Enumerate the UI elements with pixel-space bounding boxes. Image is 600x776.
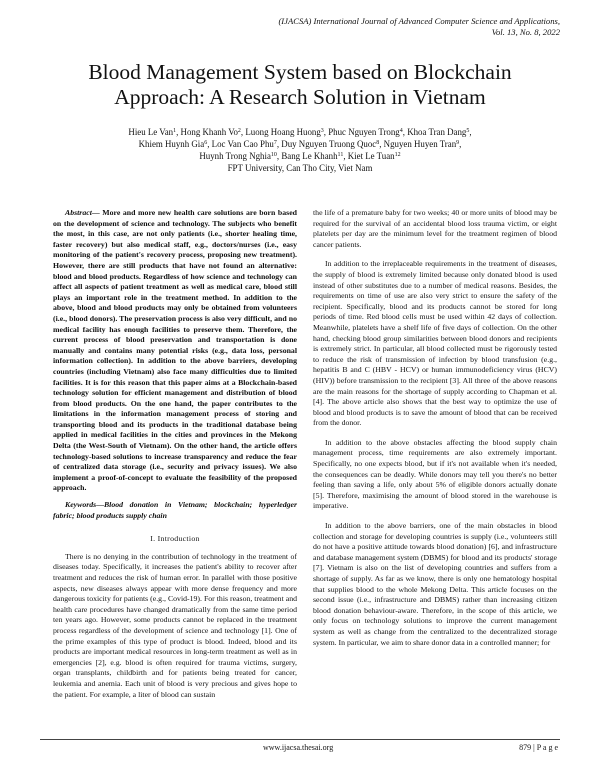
author-affil-mark: 10 <box>270 152 277 158</box>
author-affil-mark: 7 <box>273 140 277 146</box>
section-heading-introduction: I. Introduction <box>150 534 200 544</box>
journal-name: (IJACSA) International Journal of Advanced Computer Science and Applications, <box>278 16 560 26</box>
affiliation: FPT University, Can Tho City, Viet Nam <box>227 163 373 173</box>
intro-paragraph-4: In addition to the above barriers, one of the main obstacles in blood collection and storage for developing countries is supply (i.e., volunteers still do not have a positive attitude towards blood donation) [6], and infrastructure and database management system (DBMS) for blood and its products' storage [7]. Vietnam is also on the list of developing countries and suffers from a shortage of supply. As far as we know, there is only one hematology hospital that supplies blood to the whole Mekong Delta. This article focuses on the second issue (i.e., infrastructure and DBMS) rather than increasing citizen blood donation behaviour-aware. Therefore, in the scope of this article, we only focus on technology solutions to improve the current management system as well as change from the centralized to the decentralized storage system. In particular, we aim to share donor data in a controlled manner; for <box>313 521 557 647</box>
author: Kiet Le Tuan <box>347 151 395 161</box>
author: Huynh Trong Nghia <box>199 151 271 161</box>
author: Phuc Nguyen Trong <box>328 127 400 137</box>
author-affil-mark: 5 <box>466 128 470 134</box>
author: Loc Van Cao Phu <box>211 139 274 149</box>
author-block <box>40 126 560 174</box>
author-line-3: Huynh Trong Nghia$^{10}$, Bang Le Khanh$^{11}$, Kiet Le Tuan$^{12}$ <box>199 151 401 161</box>
journal-header <box>160 16 560 37</box>
keywords: Keywords—Blood donation in Vietnam; blockchain; hyperledger fabric; blood products supply chain <box>53 500 297 520</box>
author: Luong Hoang Huong <box>245 127 321 137</box>
author: Hong Khanh Vo <box>180 127 238 137</box>
author: Khiem Huynh Gia <box>138 139 205 149</box>
author-affil-mark: 2 <box>237 128 241 134</box>
author-affil-mark: 9 <box>456 140 460 146</box>
abstract-label: Abstract <box>65 208 92 217</box>
author-affil-mark: 8 <box>376 140 380 146</box>
author: Nguyen Huyen Tran <box>383 139 457 149</box>
intro-paragraph-3: In addition to the above obstacles affecting the blood supply chain management process, time requirements are also extremely important. Specifically, no one expects blood, but if it's not available when it's needed, the consequences can be deadly. While donors may tell you there's no better feeling than saving a life, only about 5% of eligible donors actually donate [5]. Therefore, maximising the amount of blood stored in the warehouse is imperative. <box>313 437 557 511</box>
right-column <box>313 208 557 648</box>
author-affil-mark: 6 <box>204 140 208 146</box>
intro-paragraph-2: In addition to the irreplaceable requirements in the treatment of diseases, the supply of blood is extremely limited because only donated blood is used instead of other substitutes due to a number of medical reasons. Besides, the requirements on time of use are also very strict to ensure the safety of the recipient. Specifically, blood and its products cannot be stored for long periods of time. Red blood cells must be used within 42 days of collection. Meanwhile, platelets have a shelf life of five days of collection. On the other hand, checking blood group similarities between blood donors and recipients is extremely strict. In particular, all blood collected must be rigorously tested to reduce the risk of transmission of infection by blood transfusion (e.g., hepatitis B and C (HBV - HCV) or human immunodeficiency virus (HCV) (HIV)) before transmission to the recipient [3]. All three of the above reasons are the main reasons for the shortage of supply according to Chapman et al. [4]. The above article also shows that the best way to optimize the use of blood and blood products is to save the amount of blood that can be received from the donor. <box>313 259 557 428</box>
author-affil-mark: 1 <box>173 128 177 134</box>
paper-title <box>40 60 560 110</box>
abstract-text: — More and more new health care solutions are born based on the development of science and technology. The subjects who benefit the most, in this case, are not only patients (i.e., shorter healing time, faster recovery) but also medical staff, e.g., doctors/nurses (i.e., easy monitoring of the patient's recovery process, proposing new treatment). However, there are still products that have not found an alternative: blood and blood products. Regardless of how science and technology can affect all aspects of patient treatment as well as medical care, blood still plays an important role in the treatment method. In addition to the above, blood and blood products may only be obtained from volunteers (i.e., blood donors). The preservation process is also very difficult, and no medical facility has enough facilities to preserve them. Therefore, the current process of blood preservation and transportation is done manually and contains many potential risks (e.g., data loss, personal information collection). In addition to the above barriers, developing countries (including Vietnam) also face many difficulties due to limited facilities. It is for this reason that this paper aims at a Blockchain-based technology solution for efficient management and distribution of blood from blood products. On the one hand, the paper contributes to the limitations in the information management process of storing and transporting blood and its products in the traditional database being applied in medical facilities in the cities and provinces in the Mekong Delta (the West-South of Vietnam). On the other hand, the article offers technology-based solutions to increase transparency and reduce the fear of centralized data storage (i.e., security and privacy issues). We also implement a proof-of-concept to evaluate the feasibility of the proposed approach. <box>53 208 297 493</box>
footer-url[interactable]: www.ijacsa.thesai.org <box>263 743 334 752</box>
author-affil-mark: 3 <box>320 128 324 134</box>
title-line-1: Blood Management System based on Blockchain <box>88 60 512 84</box>
author: Hieu Le Van <box>128 127 174 137</box>
abstract <box>53 208 297 494</box>
author: Duy Nguyen Truong Quoc <box>281 139 377 149</box>
footer-page-number: 879 | P a g e <box>519 743 558 752</box>
page-footer <box>40 739 560 752</box>
journal-volume: Vol. 13, No. 8, 2022 <box>491 26 560 37</box>
author: Bang Le Khanh <box>281 151 338 161</box>
author-affil-mark: 11 <box>337 152 344 158</box>
author-affil-mark: 4 <box>399 128 403 134</box>
author-line-2: Khiem Huynh Gia$^6$, Loc Van Cao Phu$^7$, Duy Nguyen Truong Quoc$^8$, Nguyen Huyen Tran$^9$, <box>138 139 462 149</box>
intro-paragraph-1: There is no denying in the contribution of technology in the treatment of diseases today. Specifically, it increases the patient's ability to recover after treatment and reduces the risk of human error. In parallel with those positive aspects, new diseases always appear with more dense frequency and more dangerous toxicity for patients (e.g., Covid-19). For this reason, treatment and health care procedures have changed dramatically from the same time period ten years ago. However, some products cannot be replaced in the treatment process regardless of the development of science and technology [1]. One of the prime examples of this type of product is blood. Indeed, blood and its products are important medical resources in long-term treatment as well as in emergencies [2], e.g. blood is often required for trauma victims, surgery, organ transplants, childbirth and for patients being treated for cancer, leukemia and anemia. Each unit of blood is very precious and gives hope to the patient. For example, a liter of blood can sustain <box>53 551 297 699</box>
intro-paragraph-1-continued: the life of a premature baby for two weeks; 40 or more units of blood may be required for the survival of an accidental blood loss trauma victim, or eight platelets per day are the minimum level for the treatment regimen of blood cancer patients. <box>313 208 557 249</box>
left-column <box>53 208 297 700</box>
title-line-2: Approach: A Research Solution in Vietnam <box>114 85 486 109</box>
author-affil-mark: 12 <box>394 152 401 158</box>
author-line-1: Hieu Le Van$^1$, Hong Khanh Vo$^2$, Luong Hoang Huong$^3$, Phuc Nguyen Trong$^4$, Khoa Tran Dang$^5$, <box>128 127 472 137</box>
author: Khoa Tran Dang <box>407 127 467 137</box>
